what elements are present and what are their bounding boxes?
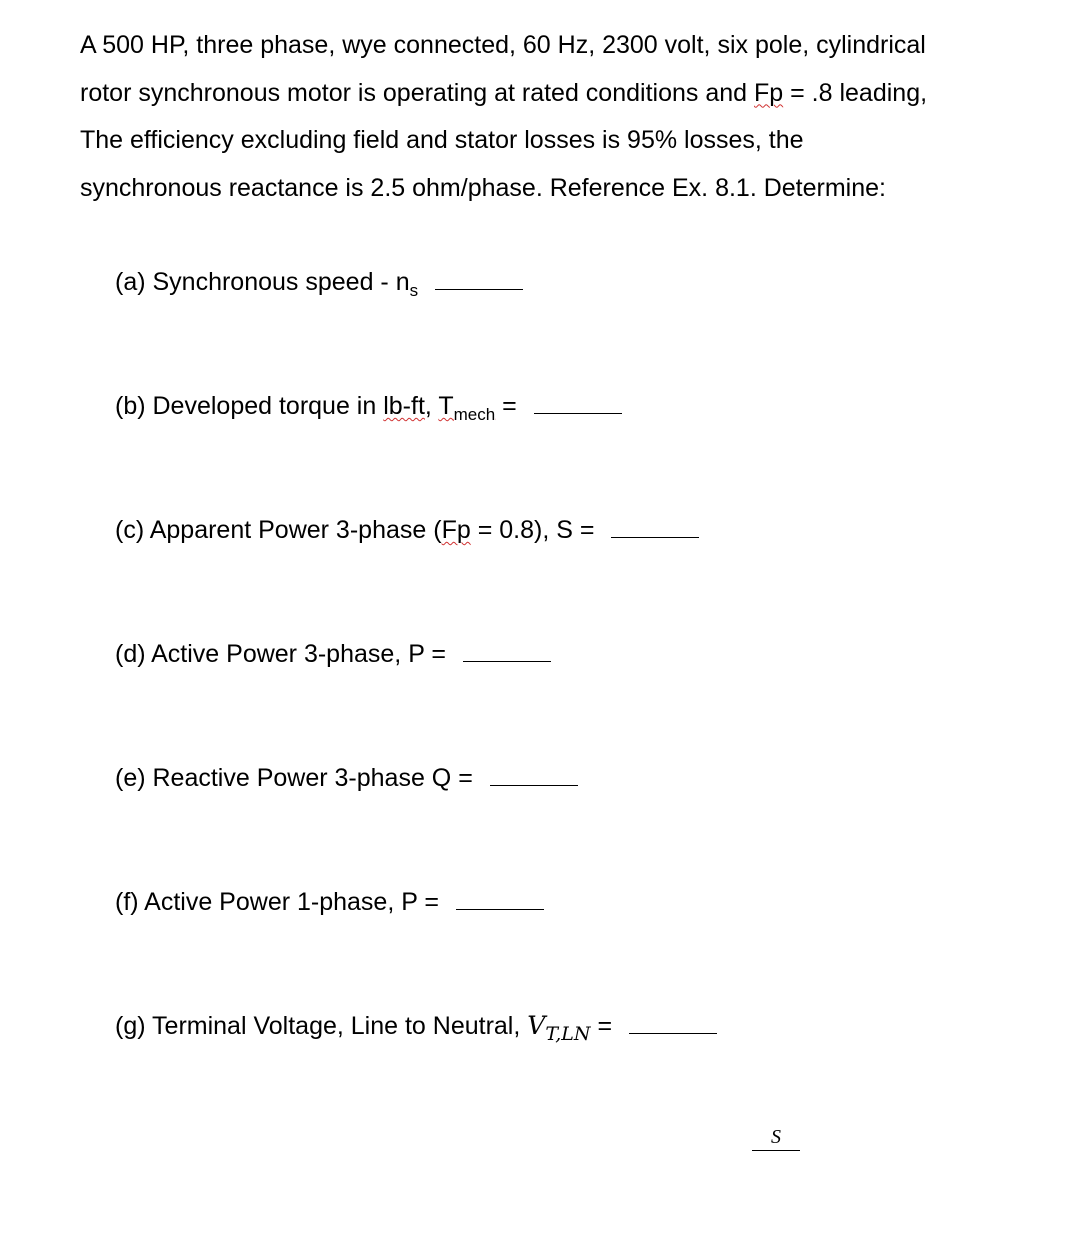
problem-statement xyxy=(80,22,1040,212)
problem-line-2 xyxy=(80,70,1040,118)
corner-mark: S xyxy=(752,1124,800,1151)
question-e xyxy=(115,762,578,794)
answer-blank-b[interactable] xyxy=(534,391,622,414)
answer-blank-d[interactable] xyxy=(463,639,551,662)
question-d xyxy=(115,638,551,670)
question-a-subscript: s xyxy=(409,281,419,300)
question-b-label: (b) Developed torque in xyxy=(115,392,384,420)
question-f xyxy=(115,886,544,918)
question-e-label: (e) Reactive Power 3-phase Q = xyxy=(115,764,473,792)
question-c xyxy=(115,514,699,546)
fp-term: Fp xyxy=(754,78,784,107)
answer-blank-c[interactable] xyxy=(611,515,699,538)
torque-symbol-letter: T xyxy=(438,392,454,420)
answer-blank-f[interactable] xyxy=(456,887,544,910)
question-g-label: (g) Terminal Voltage, Line to Neutral, xyxy=(115,1012,528,1040)
torque-symbol xyxy=(438,392,496,424)
question-b-unit: lb-ft xyxy=(383,392,425,420)
question-c-pre: (c) Apparent Power 3-phase ( xyxy=(115,516,442,544)
question-a-label: (a) Synchronous speed - n xyxy=(115,268,410,296)
question-c-post: = 0.8), S = xyxy=(470,516,595,544)
torque-subscript: mech xyxy=(453,405,496,424)
answer-blank-g[interactable] xyxy=(629,1011,717,1034)
problem-line-4: synchronous reactance is 2.5 ohm/phase. Reference Ex. 8.1. Determine: xyxy=(80,173,886,202)
terminal-voltage-letter: V xyxy=(527,1011,546,1040)
terminal-voltage-symbol xyxy=(527,1011,591,1045)
question-d-label: (d) Active Power 3-phase, P = xyxy=(115,640,446,668)
question-f-label: (f) Active Power 1-phase, P = xyxy=(115,888,439,916)
question-b xyxy=(115,390,622,431)
answer-blank-e[interactable] xyxy=(490,763,578,786)
problem-line-1: A 500 HP, three phase, wye connected, 60 Hz, 2300 volt, six pole, cylindrical xyxy=(80,31,926,59)
problem-line-3: The efficiency excluding field and stator losses is 95% losses, the xyxy=(80,126,804,154)
problem-line-2-tail: = .8 leading, xyxy=(783,78,928,107)
question-g-equals: = xyxy=(590,1012,613,1040)
question-g xyxy=(115,1010,717,1050)
question-c-fp: Fp xyxy=(441,516,471,544)
question-a xyxy=(115,266,523,307)
answer-blank-a[interactable] xyxy=(435,267,523,290)
question-b-sep: , xyxy=(424,392,439,420)
terminal-voltage-subscript: T,LN xyxy=(545,1023,591,1045)
problem-line-2-text: rotor synchronous motor is operating at rated conditions and xyxy=(80,78,754,107)
question-b-equals: = xyxy=(495,392,517,420)
